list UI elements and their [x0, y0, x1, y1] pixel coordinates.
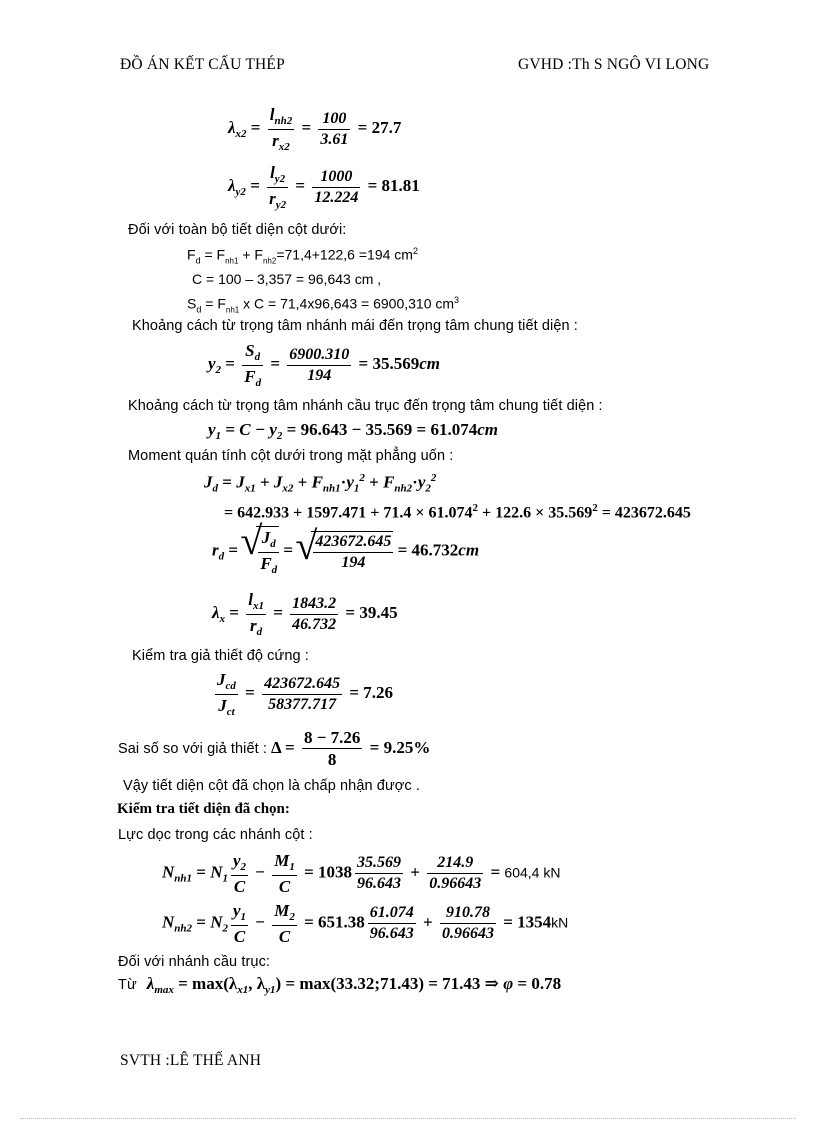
- line-c: C = 100 – 3,357 = 96,643 cm ,: [192, 271, 382, 287]
- equation-y1: $y_1 = C - y_2 = 96.643 - 35.569 = 61.074cm$: [208, 420, 499, 442]
- heading-kiem-tra-tiet-dien: Kiểm tra tiết diện đã chọn:: [117, 801, 290, 817]
- page-bottom-divider: [20, 1118, 796, 1119]
- footer-student: SVTH :LÊ THẾ ANH: [120, 1052, 262, 1069]
- equation-lambda-y2: $\lambda_{y2}$ = $\frac{l_{y2}}{r_{y2}}$ = $\frac{1000}{12.224}$ = 81.81: [228, 163, 420, 211]
- header-right: GVHD :Th S NGÔ VI LONG: [518, 56, 710, 73]
- line-sai-so: Sai số so với giả thiết : Δ = $\frac{8 - 7.26}{8}$ = 9.25%: [118, 728, 431, 770]
- text-luc-doc: Lực dọc trong các nhánh cột :: [118, 827, 313, 843]
- equation-lambda-max: Từ $\lambda_{max} = \max(\lambda_{x1}$, $\lambda_{y1}$) = max(33.32;71.43) = 71.43 ⇒ φ = 0.78: [118, 974, 562, 996]
- line-fd: $F_d = F_{nh1} + F_{nh2}=71,4+122,6 =194$ $cm^2$: [187, 246, 418, 266]
- equation-n-nh1: $N_{nh1} = N_1$ $\frac{y_2}{C}$ − $\frac{M_1}{C}$ = 1038 $\frac{35.569}{96.643}$ + $\frac{214.9}{0.96643}$ = 604,4 kN: [162, 851, 561, 896]
- equation-lambda-x2: $\lambda_{x2}$ = $\frac{l_{nh2}}{r_{x2}}$ = $\frac{100}{3.61}$ = 27.7: [228, 105, 402, 153]
- text-khoang-cach-mai: Khoảng cách từ trọng tâm nhánh mái đến trọng tâm chung tiết diện :: [132, 318, 578, 334]
- text-khoang-cach-cau: Khoảng cách từ trọng tâm nhánh cầu trục đến trọng tâm chung tiết diện :: [128, 398, 603, 414]
- equation-n-nh2: $N_{nh2} = N_2$ $\frac{y_1}{C}$ − $\frac{M_2}{C}$ = 651.38 $\frac{61.074}{96.643}$ + $\frac{910.78}{0.96643}$ = 1354kN: [162, 901, 569, 946]
- equation-jd-1: $J_d = J_{x1} + J_{x2} + F_{nh1}\cdot y_1^2 + F_{nh2}\cdot y_2^2$: [204, 472, 437, 495]
- text-kiem-tra-gia-thiet: Kiểm tra giả thiết độ cứng :: [132, 648, 309, 664]
- equation-jd-2: = $642.933 + 1597.471 + 71.4 \times 61.074^2 + 122.6 \times 35.569^2 = 423672.645$: [224, 502, 691, 522]
- text-moment: Moment quán tính cột dưới trong mặt phẳng uốn :: [128, 448, 454, 464]
- text-nhanh-cau: Đối với nhánh cầu trục:: [118, 954, 271, 970]
- equation-j-ratio: $\frac{J_{cd}}{J_{ct}}$ = $\frac{423672.645}{58377.717}$ = 7.26: [217, 670, 394, 718]
- header-left: ĐỒ ÁN KẾT CẤU THÉP: [120, 56, 285, 73]
- line-sd: $S_d = F_{nh1}$ x C = 71,4x96,643 = 6900,310 $cm^3$: [187, 295, 460, 315]
- equation-lambda-x: $\lambda_x$ = $\frac{l_{x1}}{r_d}$ = $\frac{1843.2}{46.732}$ = 39.45: [212, 590, 398, 638]
- text-vay: Vậy tiết diện cột đã chọn là chấp nhận được .: [123, 778, 420, 794]
- text-toan-bo: Đối với toàn bộ tiết diện cột dưới:: [128, 222, 347, 238]
- equation-y2: $y_2$ = $\frac{S_d}{F_d}$ = $\frac{6900.310}{194}$ = 35.569cm: [208, 341, 440, 389]
- equation-rd: $r_d$ = √ $\frac{J_d}{F_d}$ = √ $\frac{423672.645}{194}$ = 46.732cm: [212, 526, 479, 578]
